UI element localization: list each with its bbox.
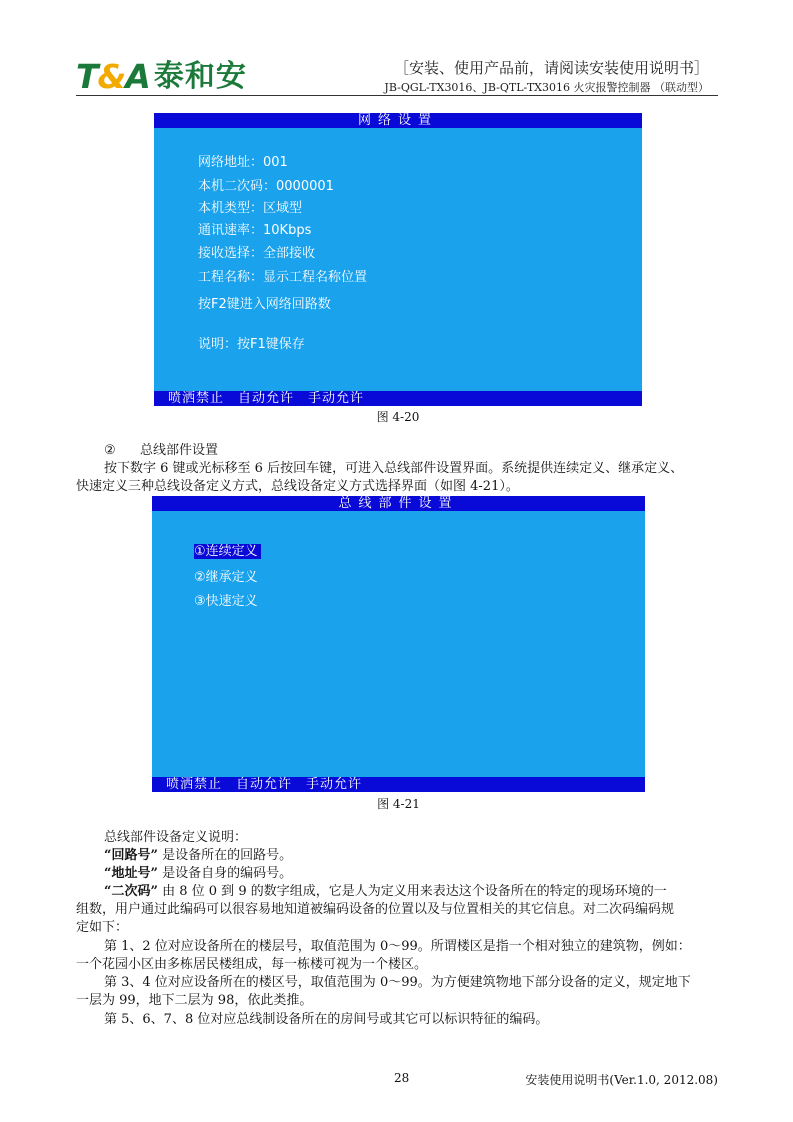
status-bar [154,391,642,406]
section-heading-number: ② [104,443,116,458]
status-auto-allowed: 自动允许 [236,777,293,792]
menu-option-quick[interactable]: ③快速定义 [194,594,258,609]
desc-secondary-code-line-1: 由 8 位 0 到 9 的数字组成，它是人为定义用来表达这个设备所在的特定的现场环境的一 [162,884,667,899]
page-number: 28 [394,1071,410,1085]
desc-address: 是设备自身的编码号。 [162,866,293,881]
secondary-code-line-3: 定如下： [76,920,129,935]
rule-2-line-2: 一层为 99，地下二层为 98，依此类推。 [76,993,313,1008]
f1-save-hint-line: 说明：按F1键保存 [198,337,305,352]
section-paragraph-line-2: 快速定义三种总线设备定义方式，总线设备定义方式选择界面（如图 4-21）。 [76,479,519,494]
figure-caption-4-20: 图 4-20 [376,410,420,424]
secondary-code-line: 本机二次码：0000001 [198,179,334,194]
machine-type-line: 本机类型：区域型 [198,201,303,216]
desc-loop: 是设备所在的回路号。 [162,848,293,863]
header-title: ［安装、使用产品前，请阅读安装使用说明书］ [393,59,709,77]
term-loop: “回路号” [104,848,158,863]
network-settings-screen [154,113,642,406]
rule-2-line-1: 第 3、4 位对应设备所在的楼区号，取值范围为 0～99。为方便建筑物地下部分设备的定义，规定地下 [104,975,691,990]
status-manual-allowed: 手动允许 [308,391,365,406]
figure-caption-4-21: 图 4-21 [377,797,420,811]
definitions-intro: 总线部件设备定义说明： [104,830,248,845]
rule-1-line-1: 第 1、2 位对应设备所在的楼层号，取值范围为 0～99。所谓楼区是指一个相对独立的建筑物，例如： [104,939,691,954]
comm-rate-line: 通讯速率：10Kbps [198,223,312,238]
definition-secondary-code [104,883,667,901]
receive-select-line: 接收选择：全部接收 [198,246,316,261]
definition-address [104,865,292,883]
secondary-code-line-2: 组数，用户通过此编码可以很容易地知道被编码设备的位置以及与位置相关的其它信息。对二次码编码规 [76,902,675,917]
selected-option-highlight[interactable]: ①连续定义 [194,544,261,559]
term-secondary-code: “二次码” [104,884,158,899]
status-auto-allowed: 自动允许 [238,391,295,406]
menu-option-continuous[interactable] [194,540,261,559]
network-address-line: 网络地址：001 [198,155,288,170]
section-heading [104,442,218,460]
screen-title: 网络设置 [154,113,642,128]
doc-version: 安装使用说明书(Ver.1.0, 2012.08) [525,1073,718,1087]
header-subtitle: JB-QGL-TX3016、JB-QTL-TX3016 火灾报警控制器 （联动型） [384,81,709,94]
menu-option-inherit[interactable]: ②继承定义 [194,570,258,585]
rule-3: 第 5、6、7、8 位对应总线制设备所在的房间号或其它可以标识特征的编码。 [104,1012,549,1027]
status-sprinkler-disabled: 喷洒禁止 [168,391,225,406]
company-logo [76,57,247,97]
section-paragraph-line-1: 按下数字 6 键或光标移至 6 后按回车键，可进入总线部件设置界面。系统提供连续定义、继承定义、 [104,461,684,476]
f2-hint-line: 按F2键进入网络回路数 [198,297,331,312]
rule-1-line-2: 一个花园小区由多栋居民楼组成，每一栋楼可视为一个楼区。 [76,957,428,972]
header-divider [76,95,718,96]
term-address: “地址号” [104,866,158,881]
status-sprinkler-disabled: 喷洒禁止 [166,777,223,792]
project-name-line: 工程名称：显示工程名称位置 [198,270,368,285]
status-bar [152,777,645,792]
logo-mark: T&A [76,57,150,96]
status-manual-allowed: 手动允许 [306,777,363,792]
section-heading-text: 总线部件设置 [139,443,218,458]
screen-title: 总线部件设置 [152,496,645,511]
definition-loop [104,847,292,865]
logo-company-name: 泰和安 [153,59,247,94]
bus-component-settings-screen [152,496,645,792]
